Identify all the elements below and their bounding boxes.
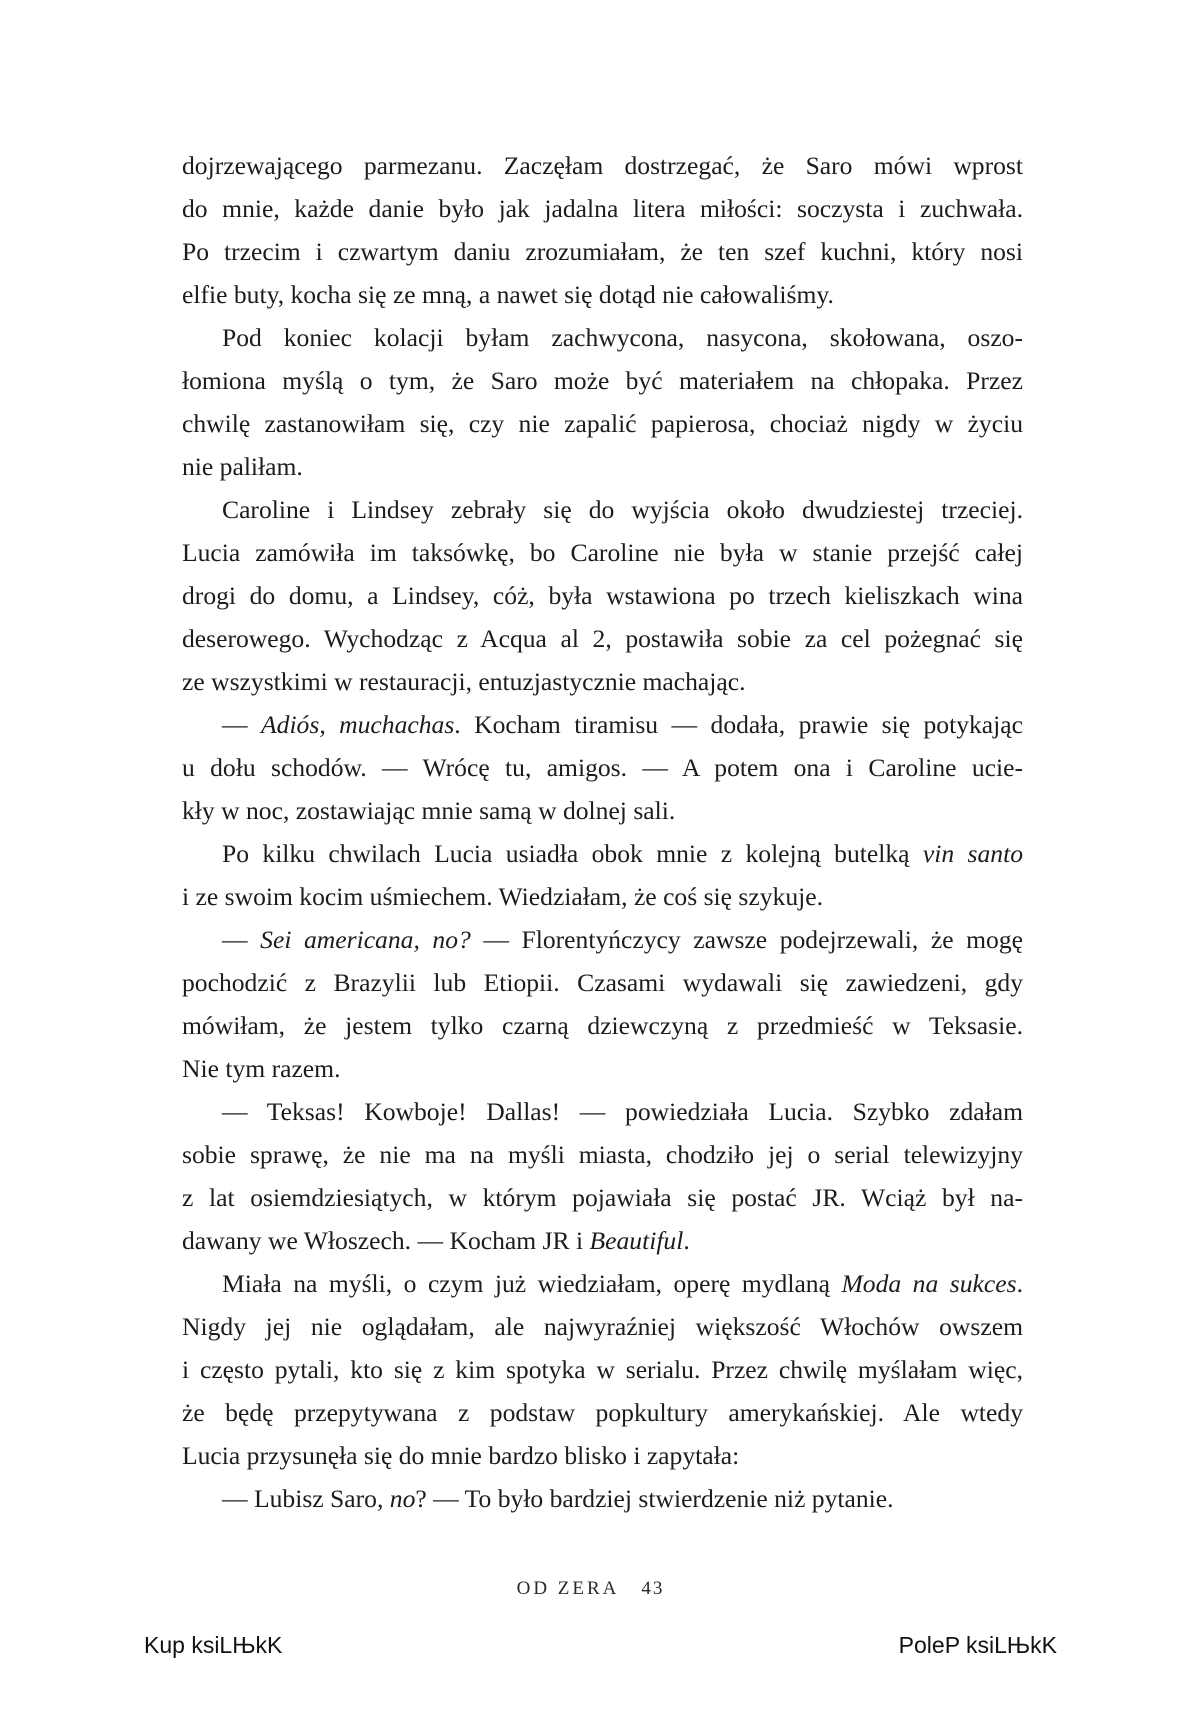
- text-line: Nie tym razem.: [182, 1054, 341, 1083]
- text-line: pochodzić z Brazylii lub Etiopii. Czasami wydawali się zawiedzeni, gdy: [182, 968, 1023, 997]
- text-line: i ze swoim kocim uśmiechem. Wiedziałam, że coś się szykuje.: [182, 882, 823, 911]
- running-title: OD ZERA: [516, 1578, 620, 1599]
- text-line: Lucia zamówiła im taksówkę, bo Caroline nie była w stanie przejść całej: [182, 538, 1023, 567]
- text-line: Lucia przysunęła się do mnie bardzo blisko i zapytała:: [182, 1441, 740, 1470]
- body-text: [182, 144, 1023, 1520]
- text-line: łomiona myślą o tym, że Saro może być materiałem na chłopaka. Przez: [182, 366, 1023, 395]
- text-line: Po trzecim i czwartym daniu zrozumiałam, że ten szef kuchni, który nosi: [182, 237, 1023, 266]
- text-line: mówiłam, że jestem tylko czarną dziewczyną z przedmieść w Teksasie.: [182, 1011, 1023, 1040]
- page-footer: [0, 1578, 1181, 1600]
- text-line: deserowego. Wychodząc z Acqua al 2, postawiła sobie za cel pożegnać się: [182, 624, 1023, 653]
- text-line: Po kilku chwilach Lucia usiadła obok mnie z kolejną butelką vin santo: [222, 839, 1023, 868]
- text-line: że będę przepytywana z podstaw popkultury amerykańskiej. Ale wtedy: [182, 1398, 1023, 1427]
- page-number: 43: [641, 1578, 665, 1599]
- text-line: do mnie, każde danie było jak jadalna litera miłości: soczysta i zuchwała.: [182, 194, 1023, 223]
- text-line: ze wszystkimi w restauracji, entuzjastycznie machając.: [182, 667, 746, 696]
- text-line: — Sei americana, no? — Florentyńczycy zawsze podejrzewali, że mogę: [222, 925, 1023, 954]
- text-line: Caroline i Lindsey zebrały się do wyjścia około dwudziestej trzeciej.: [222, 495, 1023, 524]
- text-line: i często pytali, kto się z kim spotyka w serialu. Przez chwilę myślałam więc,: [182, 1355, 1023, 1384]
- text-line: chwilę zastanowiłam się, czy nie zapalić papierosa, chociaż nigdy w życiu: [182, 409, 1023, 438]
- text-line: drogi do domu, a Lindsey, cóż, była wstawiona po trzech kieliszkach wina: [182, 581, 1023, 610]
- buy-book-link[interactable]: Kup ksiLЊkK: [144, 1632, 283, 1658]
- text-line: z lat osiemdziesiątych, w którym pojawiała się postać JR. Wciąż był na-: [182, 1183, 1023, 1212]
- text-line: nie paliłam.: [182, 452, 303, 481]
- text-line: Nigdy jej nie oglądałam, ale najwyraźniej większość Włochów owszem: [182, 1312, 1023, 1341]
- text-line: Miała na myśli, o czym już wiedziałam, operę mydlaną Moda na sukces.: [222, 1269, 1023, 1298]
- text-line: dawany we Włoszech. — Kocham JR i Beautiful.: [182, 1226, 690, 1255]
- text-line: — Teksas! Kowboje! Dallas! — powiedziała Lucia. Szybko zdałam: [222, 1097, 1023, 1126]
- text-line: Pod koniec kolacji byłam zachwycona, nasycona, skołowana, oszo-: [222, 323, 1023, 352]
- text-line: u dołu schodów. — Wrócę tu, amigos. — A potem ona i Caroline ucie-: [182, 753, 1023, 782]
- text-line: — Lubisz Saro, no? — To było bardziej stwierdzenie niż pytanie.: [222, 1484, 894, 1513]
- recommend-book-link[interactable]: PoleP ksiLЊkK: [898, 1632, 1057, 1658]
- text-line: elfie buty, kocha się ze mną, a nawet się dotąd nie całowaliśmy.: [182, 280, 834, 309]
- text-line: sobie sprawę, że nie ma na myśli miasta, chodziło jej o serial telewizyjny: [182, 1140, 1023, 1169]
- text-line: — Adiós, muchachas. Kocham tiramisu — dodała, prawie się potykając: [222, 710, 1023, 739]
- text-line: kły w noc, zostawiając mnie samą w dolnej sali.: [182, 796, 676, 825]
- text-line: dojrzewającego parmezanu. Zaczęłam dostrzegać, że Saro mówi wprost: [182, 151, 1023, 180]
